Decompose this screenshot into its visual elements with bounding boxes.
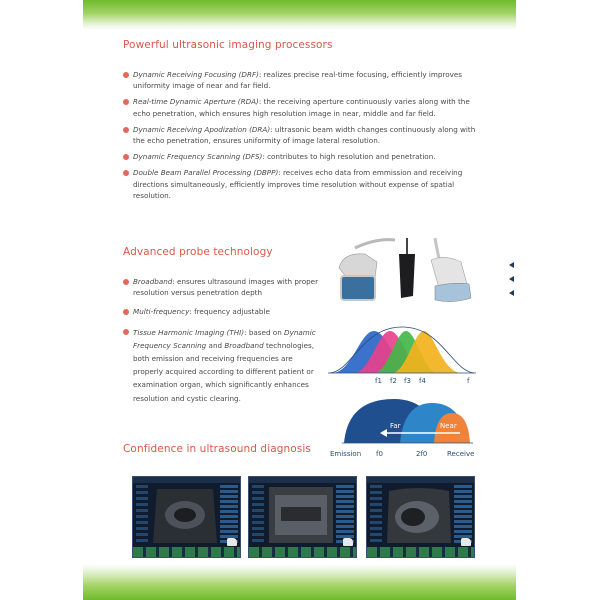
list-item: Multi-frequency: frequency adjustable <box>133 306 323 317</box>
list-item: Broadband: ensures ultrasound images with proper resolution versus penetration depth <box>133 276 323 298</box>
ultrasound-screenshot <box>132 476 241 558</box>
linear-probe-head <box>341 276 375 300</box>
bullet-icon <box>123 154 129 160</box>
tick-label-f2: f2 <box>390 377 397 385</box>
scan-menu <box>252 485 264 543</box>
tick-label-f4: f4 <box>419 377 426 385</box>
bullet-icon <box>123 127 129 133</box>
probes-illustration <box>335 238 480 310</box>
probe-list <box>133 276 323 410</box>
scan-statusbar <box>367 547 474 557</box>
list-item: Dynamic Receiving Focusing (DRF): realizes precise real-time focusing, efficiently improves uniformity image of near and far field. <box>133 69 481 91</box>
axis-label-emission: Emission <box>330 450 362 458</box>
axis-label-receive: Receive <box>447 450 475 458</box>
scan-toolbar <box>133 477 240 483</box>
horse-icon <box>461 538 471 546</box>
probe-cable <box>435 238 439 258</box>
scan-parameters <box>220 485 238 543</box>
dog-icon <box>343 538 353 546</box>
probe-heading: Advanced probe technology <box>123 246 273 258</box>
rabbit-icon <box>227 538 237 546</box>
top-green-band <box>83 0 516 30</box>
scan-parameters <box>336 485 354 543</box>
ultrasound-image <box>269 487 333 543</box>
probe-cable <box>355 240 395 248</box>
bullet-icon <box>123 329 129 335</box>
frequency-chart <box>322 325 482 387</box>
page-nav-arrows <box>509 262 514 304</box>
ultrasound-image <box>153 487 217 543</box>
scan-toolbar <box>367 477 474 483</box>
far-label: Far <box>390 422 401 430</box>
arrow-left-icon[interactable] <box>509 262 514 268</box>
axis-label-2f0: 2f0 <box>416 450 428 458</box>
processors-heading: Powerful ultrasonic imaging processors <box>123 39 333 51</box>
bullet-icon <box>123 279 129 285</box>
scan-menu <box>136 485 148 543</box>
bullet-icon <box>123 99 129 105</box>
bullet-icon <box>123 170 129 176</box>
list-item: Real-time Dynamic Aperture (RDA): the receiving aperture continuously varies along with the echo penetration, which ensures high resolution image in near, middle and far field. <box>133 96 481 118</box>
harmonic-chart <box>340 395 475 447</box>
processors-list <box>133 69 481 206</box>
list-item: Tissue Harmonic Imaging (THI): based on Dynamic Frequency Scanning and Broadband technologies, both emission and receiving frequencies are properly acquired according to different patient or examination organ, which significantly enhances resolution and cystic clearing. <box>133 326 323 405</box>
bottom-green-band <box>83 564 516 600</box>
scan-menu <box>370 485 382 543</box>
tick-label-f: f <box>467 377 470 385</box>
bullet-icon <box>123 309 129 315</box>
bullet-icon <box>123 72 129 78</box>
ultrasound-screenshot <box>248 476 357 558</box>
list-item: Double Beam Parallel Processing (DBPP): receives echo data from emmission and receiving directions simultaneously, efficiently improves time resolution without expense of spatial resolution. <box>133 167 481 201</box>
linear-probe-icon <box>339 254 377 278</box>
endocavity-probe-icon <box>399 254 415 298</box>
scan-toolbar <box>249 477 356 483</box>
tick-label-f1: f1 <box>375 377 382 385</box>
arrow-left-icon[interactable] <box>509 276 514 282</box>
near-label: Near <box>440 422 457 430</box>
ultrasound-screenshot <box>366 476 475 558</box>
scan-parameters <box>454 485 472 543</box>
list-item: Dynamic Receiving Apodization (DRA): ultrasonic beam width changes continuously along with the echo penetration, ensures uniformity of image lateral resolution. <box>133 124 481 146</box>
convex-probe-head <box>435 283 471 301</box>
ultrasound-image <box>387 487 451 543</box>
scan-statusbar <box>249 547 356 557</box>
axis-label-f0: f0 <box>376 450 383 458</box>
scan-statusbar <box>133 547 240 557</box>
confidence-heading: Confidence in ultrasound diagnosis <box>123 443 311 455</box>
arrow-left-icon[interactable] <box>509 290 514 296</box>
tick-label-f3: f3 <box>404 377 411 385</box>
list-item: Dynamic Frequency Scanning (DFS): contributes to high resolution and penetration. <box>133 151 481 162</box>
